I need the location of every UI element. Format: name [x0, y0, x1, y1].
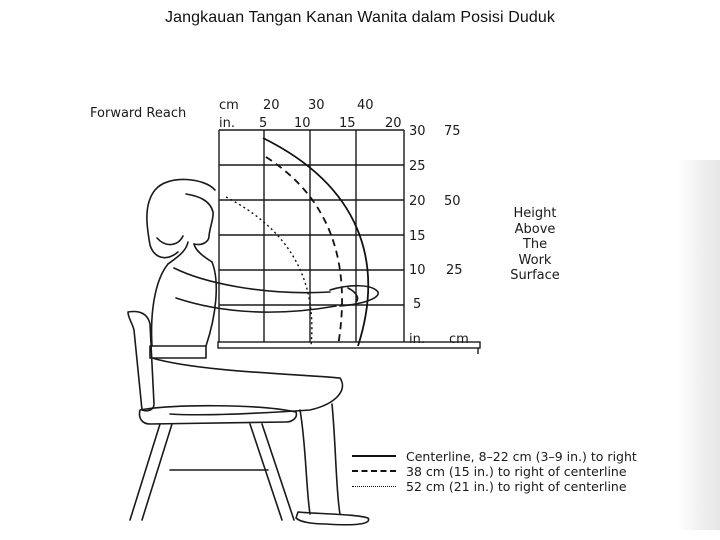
- height-cm-tick: 25: [446, 263, 463, 278]
- height-cm-unit: cm: [449, 332, 469, 347]
- height-cm-tick: 50: [444, 194, 461, 209]
- dashed-curve-38cm: [266, 157, 342, 346]
- top-scale-cm-unit: cm: [219, 98, 239, 113]
- height-in-tick: 20: [409, 194, 426, 209]
- height-above-work-surface-label: [497, 206, 573, 284]
- height-label-line: Height: [513, 206, 557, 221]
- seated-woman-figure: [147, 179, 378, 524]
- work-surface: [218, 342, 480, 348]
- top-cm-tick: 30: [308, 98, 325, 113]
- dotted-curve-52cm: [226, 197, 312, 346]
- legend-item-38cm: [352, 463, 627, 479]
- dashed-line-swatch: [352, 470, 396, 472]
- height-in-tick: 30: [409, 124, 426, 139]
- height-label-line: Work: [518, 252, 552, 268]
- legend-text: Centerline, 8–22 cm (3–9 in.) to right: [406, 448, 637, 464]
- top-cm-tick: 40: [357, 98, 374, 113]
- height-in-tick: 25: [409, 159, 426, 174]
- dotted-line-swatch: [352, 486, 396, 487]
- height-in-tick: 10: [409, 263, 426, 278]
- forward-reach-label: Forward Reach: [90, 106, 187, 121]
- top-in-tick: 20: [385, 116, 402, 131]
- page-title: Jangkauan Tangan Kanan Wanita dalam Posisi Duduk: [165, 9, 555, 26]
- legend-item-52cm: [352, 478, 627, 494]
- height-label-line: Above: [514, 221, 556, 237]
- height-in-tick: 15: [409, 229, 426, 244]
- legend-item-centerline: [352, 448, 637, 464]
- height-label-line: The: [522, 237, 548, 252]
- top-in-tick: 10: [294, 116, 311, 131]
- centerline-curve: [263, 138, 368, 346]
- solid-line-swatch: [352, 455, 396, 457]
- top-cm-tick: 20: [263, 98, 280, 113]
- height-cm-tick: 75: [444, 124, 461, 139]
- top-in-tick: 5: [259, 116, 268, 131]
- legend-text: 38 cm (15 in.) to right of centerline: [406, 463, 627, 479]
- top-scale-in-unit: in.: [219, 116, 235, 131]
- top-in-tick: 15: [339, 116, 356, 131]
- height-in-tick: 5: [413, 297, 422, 312]
- legend-text: 52 cm (21 in.) to right of centerline: [406, 478, 627, 494]
- height-label-line: Surface: [510, 268, 560, 283]
- height-in-unit: in.: [409, 332, 425, 347]
